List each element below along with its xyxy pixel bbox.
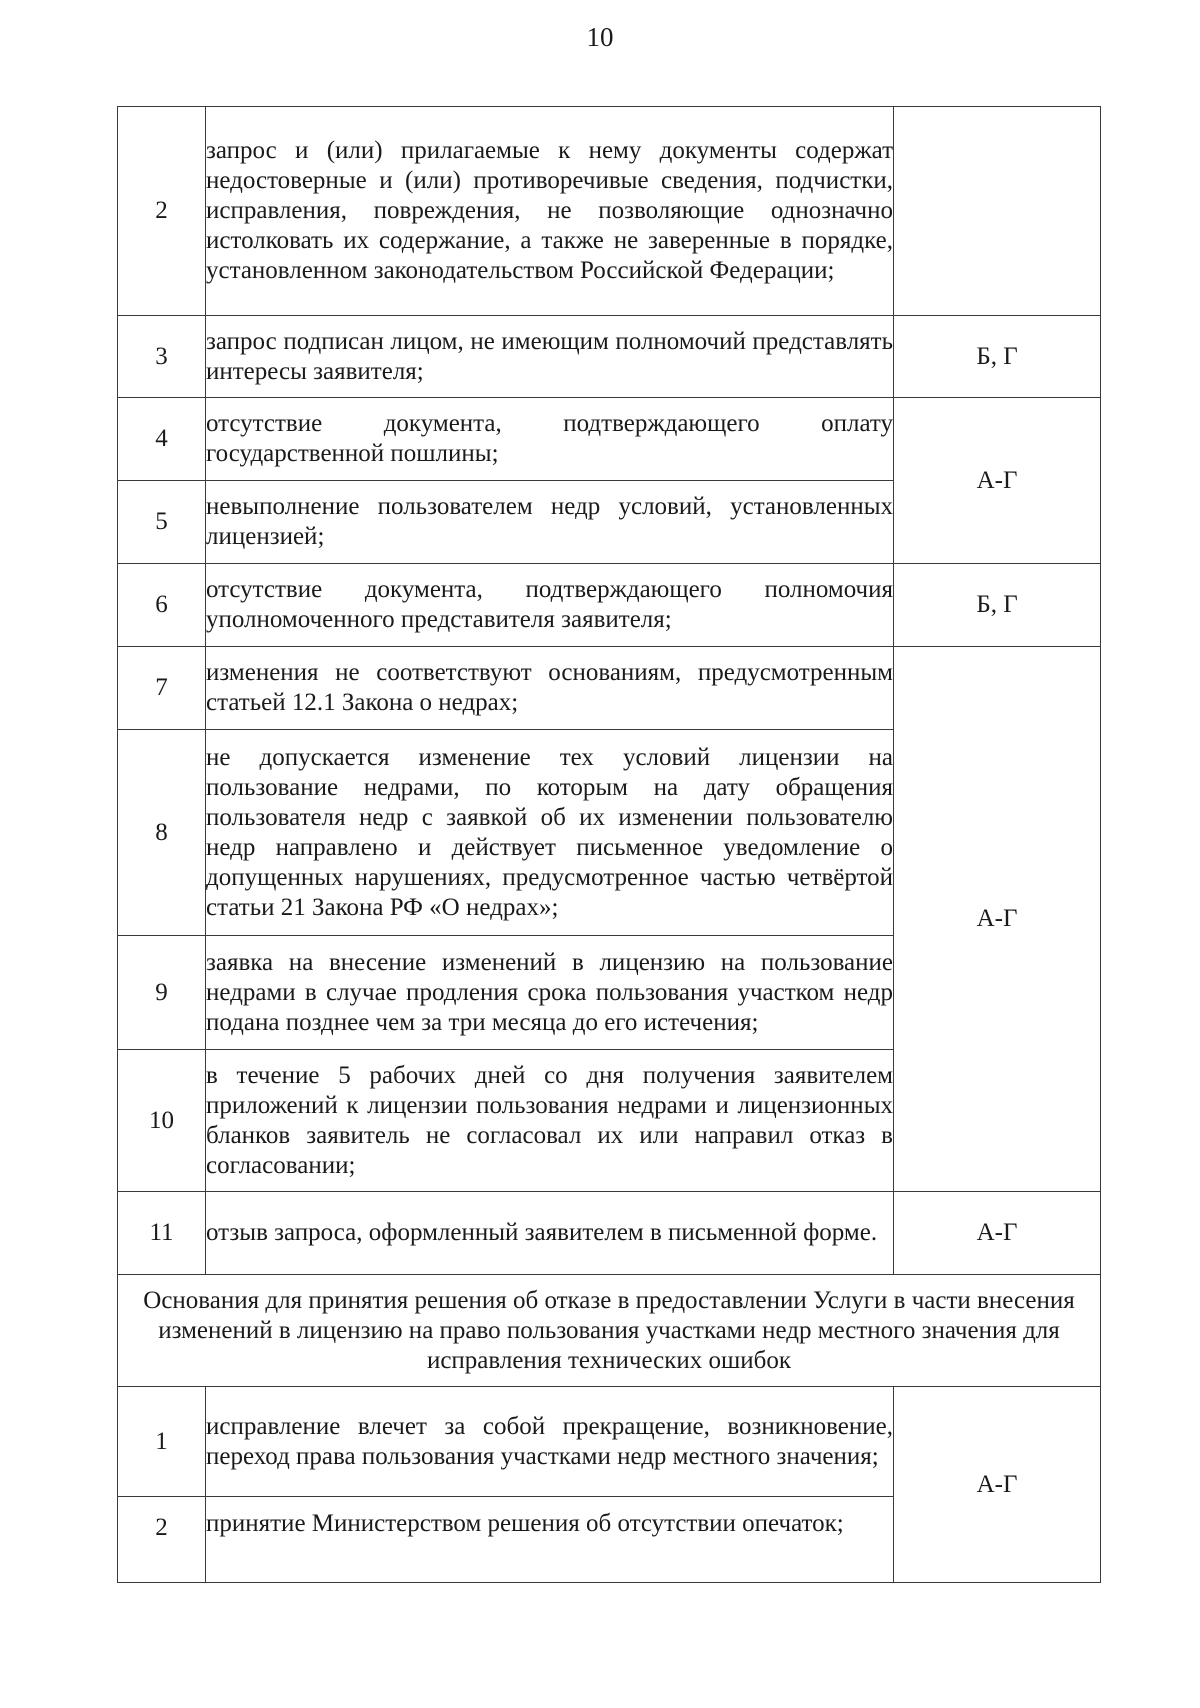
grounds-table <box>117 106 1101 1583</box>
row-number: 7 <box>118 647 206 730</box>
row-text: не допускается изменение тех условий лицензии на пользование недрами, по которым на дату обращения пользователя недр с заявкой об их изменении пользователю недр направлено и действует письменное уведомление о допущенных нарушениях, предусмотренное частью четвёртой статьи 21 Закона РФ «О недрах»; <box>206 730 894 936</box>
table-row <box>118 564 1101 647</box>
row-text: заявка на внесение изменений в лицензию на пользование недрами в случае продления срока пользования участком недр подана позднее чем за три месяца до его истечения; <box>206 936 894 1050</box>
row-number: 4 <box>118 398 206 481</box>
row-number: 6 <box>118 564 206 647</box>
table-row <box>118 647 1101 730</box>
row-text: невыполнение пользователем недр условий, установленных лицензией; <box>206 481 894 564</box>
row-code: Б, Г <box>894 564 1101 647</box>
row-number: 5 <box>118 481 206 564</box>
table-row <box>118 316 1101 398</box>
row-code: А-Г <box>894 647 1101 1192</box>
row-number: 10 <box>118 1050 206 1192</box>
row-number: 3 <box>118 316 206 398</box>
row-number: 11 <box>118 1192 206 1275</box>
table-row <box>118 1387 1101 1497</box>
section-heading-row <box>118 1275 1101 1387</box>
row-text: отсутствие документа, подтверждающего полномочия уполномоченного представителя заявителя; <box>206 564 894 647</box>
row-text: отзыв запроса, оформленный заявителем в письменной форме. <box>206 1192 894 1275</box>
table-row <box>118 107 1101 316</box>
page-number: 10 <box>586 22 614 52</box>
row-text: изменения не соответствуют основаниям, предусмотренным статьей 12.1 Закона о недрах; <box>206 647 894 730</box>
row-code: А-Г <box>894 1192 1101 1275</box>
row-number: 2 <box>118 107 206 316</box>
row-number: 2 <box>118 1497 206 1583</box>
section-heading: Основания для принятия решения об отказе в предоставлении Услуги в части внесения изменений в лицензию на право пользования участками недр местного значения для исправления технических ошибок <box>118 1275 1101 1387</box>
row-text: запрос подписан лицом, не имеющим полномочий представлять интересы заявителя; <box>206 316 894 398</box>
row-code: А-Г <box>894 1387 1101 1583</box>
row-text: исправление влечет за собой прекращение, возникновение, переход права пользования участками недр местного значения; <box>206 1387 894 1497</box>
row-text: в течение 5 рабочих дней со дня получения заявителем приложений к лицензии пользования недрами и лицензионных бланков заявитель не согласовал их или направил отказ в согласовании; <box>206 1050 894 1192</box>
row-number: 1 <box>118 1387 206 1497</box>
table-row <box>118 1192 1101 1275</box>
row-code-empty <box>894 107 1101 316</box>
row-text: отсутствие документа, подтверждающего оплату государственной пошлины; <box>206 398 894 481</box>
row-text: принятие Министерством решения об отсутствии опечаток; <box>206 1497 894 1583</box>
row-number: 9 <box>118 936 206 1050</box>
row-number: 8 <box>118 730 206 936</box>
table-row <box>118 398 1101 481</box>
row-code: А-Г <box>894 398 1101 564</box>
row-text: запрос и (или) прилагаемые к нему документы содержат недостоверные и (или) противоречивые сведения, подчистки, исправления, повреждения, не позволяющие однозначно истолковать их содержание, а также не заверенные в порядке, установленном законодательством Российской Федерации; <box>206 107 894 316</box>
row-code: Б, Г <box>894 316 1101 398</box>
